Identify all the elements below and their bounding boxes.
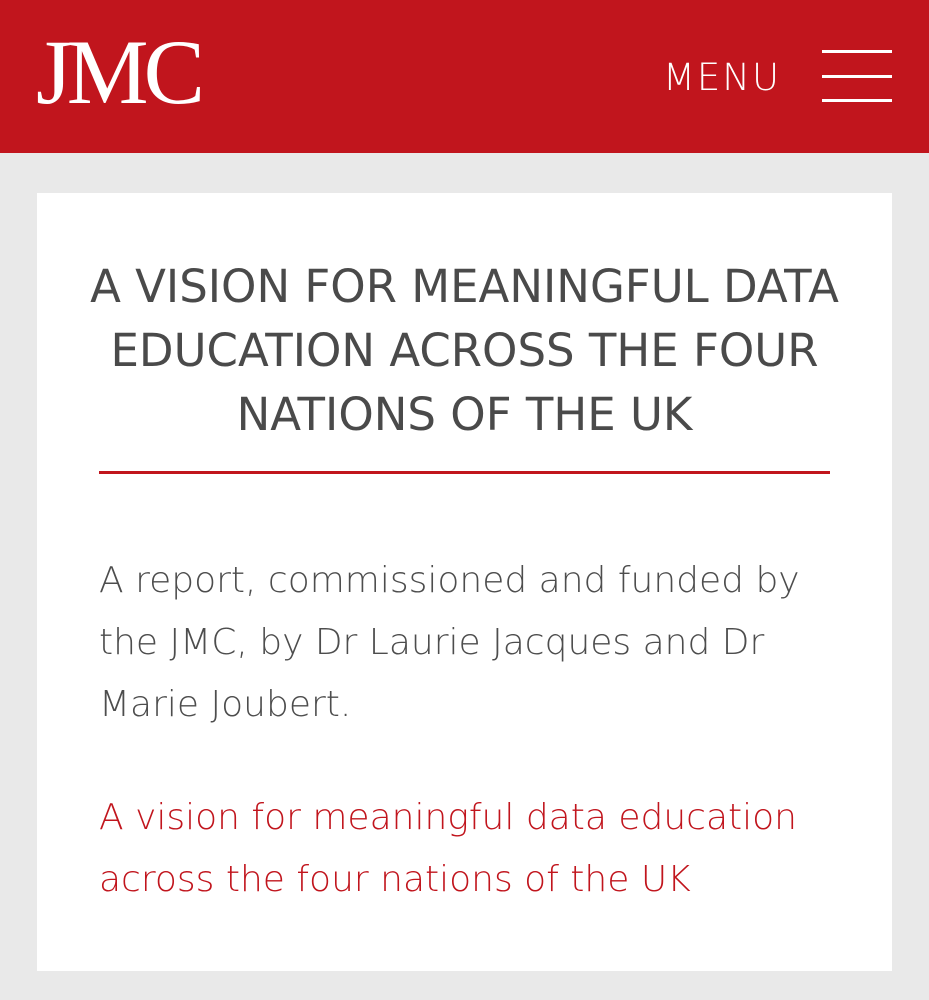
menu-label: MENU — [663, 56, 782, 99]
content-card — [37, 193, 892, 971]
hamburger-line — [822, 75, 892, 78]
title-divider — [99, 471, 830, 474]
jmc-logo[interactable]: JMC — [36, 21, 200, 123]
hamburger-line — [822, 50, 892, 53]
report-description: A report, commissioned and funded by the JMC, by Dr Laurie Jacques and Dr Marie Joubert. — [99, 560, 800, 725]
hamburger-line — [822, 99, 892, 102]
menu-button[interactable] — [658, 40, 898, 116]
page-title: A VISION FOR MEANINGFUL DATA EDUCATION ACROSS THE FOUR NATIONS OF THE UK — [90, 260, 839, 441]
report-link[interactable]: A vision for meaningful data education across the four nations of the UK — [99, 797, 797, 900]
hamburger-icon — [822, 50, 892, 104]
site-header — [0, 0, 929, 153]
